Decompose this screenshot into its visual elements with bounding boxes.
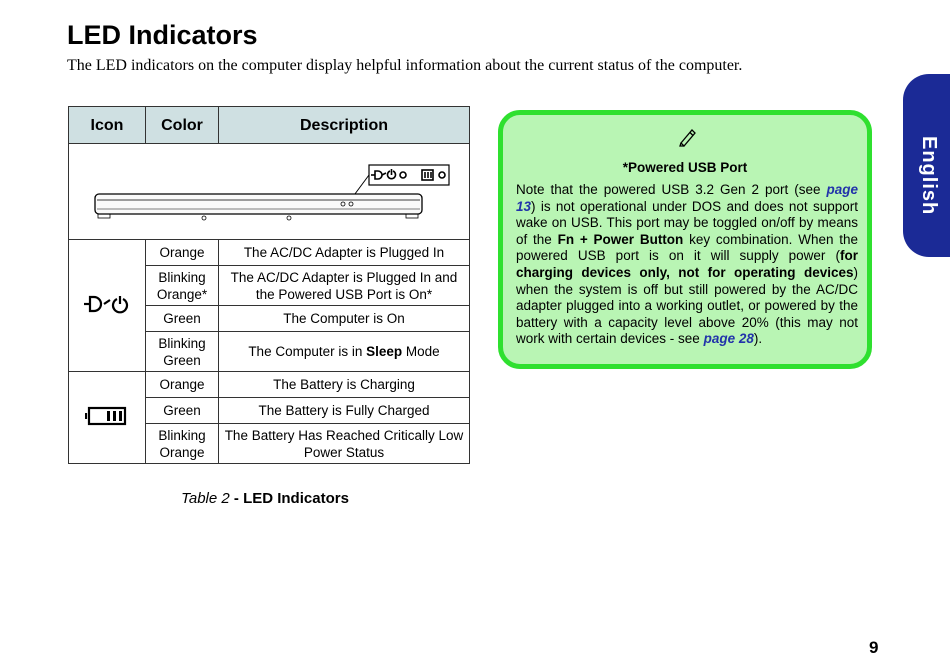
color-cell: Green (146, 306, 219, 332)
battery-icon-cell (69, 372, 146, 464)
description-cell: The AC/DC Adapter is Plugged In (219, 240, 470, 266)
description-cell: The Battery is Fully Charged (219, 398, 470, 424)
header-color: Color (146, 107, 219, 144)
color-cell: Blinking Green (146, 332, 219, 372)
table-row (69, 240, 470, 266)
table-caption: Table 2 - LED Indicators (181, 490, 349, 507)
color-cell: Orange (146, 240, 219, 266)
note-heading: *Powered USB Port (622, 160, 748, 175)
color-cell: Orange (146, 372, 219, 398)
power-adapter-icon (83, 293, 131, 315)
table-row (69, 372, 470, 398)
illustration-row (69, 144, 470, 240)
language-tab-label: English (918, 136, 940, 216)
table-header-row (69, 107, 470, 144)
description-cell: The Battery Has Reached Critically Low Power Status (219, 424, 470, 464)
pencil-icon (677, 127, 697, 147)
note-body: Note that the powered USB 3.2 Gen 2 port (see page 13) is not operational under DOS and does not support wake on USB. This port may be toggled on/off by means of the Fn + Power Button key combination. When the powered USB port is on it will supply power (for charging devices only, not for operating devices) when the system is off but still powered by the AC/DC adapter plugged into a working outlet, or powered by the battery with a capacity level above 20% (this may not work with certain devices - see page 28). (516, 182, 859, 347)
header-description: Description (219, 107, 470, 144)
header-icon: Icon (69, 107, 146, 144)
color-cell: Green (146, 398, 219, 424)
laptop-illustration-cell (69, 144, 470, 240)
language-tab[interactable] (903, 74, 950, 257)
page-title: LED Indicators (67, 20, 258, 50)
laptop-front-illustration (73, 144, 465, 235)
page-28-link[interactable]: page 28 (703, 331, 754, 347)
power-icon-cell (69, 240, 146, 372)
description-cell: The Computer is in Sleep Mode (219, 332, 470, 372)
color-cell: Blinking Orange (146, 424, 219, 464)
note-box (498, 110, 872, 369)
intro-text: The LED indicators on the computer display helpful information about the current status of the computer. (67, 57, 743, 74)
page-13-link[interactable]: page 13 (516, 182, 858, 214)
page-number: 9 (869, 638, 879, 657)
description-cell: The Battery is Charging (219, 372, 470, 398)
battery-icon (85, 405, 129, 427)
led-indicators-table (68, 106, 470, 464)
description-cell: The AC/DC Adapter is Plugged In and the Powered USB Port is On* (219, 266, 470, 306)
description-cell: The Computer is On (219, 306, 470, 332)
color-cell: Blinking Orange* (146, 266, 219, 306)
